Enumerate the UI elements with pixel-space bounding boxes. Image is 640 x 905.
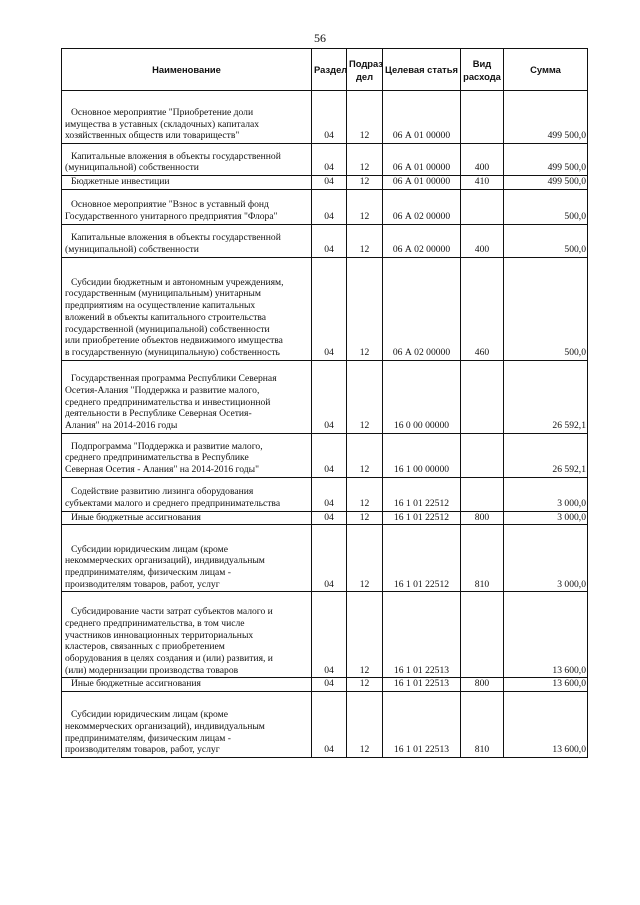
row-amount: 500,0 bbox=[504, 224, 588, 257]
row-section: 04 bbox=[312, 678, 347, 692]
row-subsection: 12 bbox=[347, 257, 383, 360]
row-section: 04 bbox=[312, 525, 347, 592]
row-expense-type bbox=[461, 477, 504, 511]
row-target: 16 1 01 22513 bbox=[383, 678, 461, 692]
row-name bbox=[62, 257, 312, 360]
row-expense-type: 810 bbox=[461, 692, 504, 758]
row-name bbox=[62, 433, 312, 477]
row-section: 04 bbox=[312, 144, 347, 176]
row-name-line: Капитальные вложения в объекты государственной bbox=[71, 150, 281, 162]
row-section: 04 bbox=[312, 433, 347, 477]
row-subsection: 12 bbox=[347, 91, 383, 144]
row-name-line: Капитальные вложения в объекты государственной bbox=[71, 232, 281, 244]
row-name-line: Основное мероприятие "Взнос в уставный фонд bbox=[71, 199, 269, 211]
row-name-line: в государственную (муниципальную) собственность bbox=[65, 347, 280, 358]
row-name-line: хозяйственных обществ или товариществ" bbox=[65, 130, 240, 142]
table-row bbox=[62, 360, 588, 433]
row-expense-type bbox=[461, 592, 504, 678]
row-name-line: (или) модернизации производства товаров bbox=[65, 664, 239, 676]
row-section: 04 bbox=[312, 189, 347, 224]
row-section: 04 bbox=[312, 692, 347, 758]
row-target: 16 1 01 22512 bbox=[383, 525, 461, 592]
table-row bbox=[62, 176, 588, 190]
row-amount: 26 592,1 bbox=[504, 360, 588, 433]
row-name-line: вложений в объекты капитального строительства bbox=[65, 311, 267, 323]
row-name-line: Субсидии бюджетным и автономным учреждениям, bbox=[71, 276, 284, 288]
row-name-line: предприятиям на осуществление капитальных bbox=[65, 300, 256, 312]
table-row bbox=[62, 678, 588, 692]
row-expense-type bbox=[461, 360, 504, 433]
row-expense-type: 800 bbox=[461, 511, 504, 525]
row-amount: 13 600,0 bbox=[504, 592, 588, 678]
row-expense-type bbox=[461, 189, 504, 224]
row-name-line: государственной (муниципальной) собственности bbox=[65, 323, 270, 335]
row-name-line: некоммерческих организаций), индивидуальным bbox=[65, 555, 265, 567]
row-target: 16 1 00 00000 bbox=[383, 433, 461, 477]
row-target: 16 1 01 22512 bbox=[383, 477, 461, 511]
table-body bbox=[62, 91, 588, 758]
row-name-line: некоммерческих организаций), индивидуальным bbox=[65, 721, 265, 732]
row-name-line: Алания" на 2014-2016 годы bbox=[65, 420, 178, 431]
table-row bbox=[62, 525, 588, 592]
row-section: 04 bbox=[312, 176, 347, 190]
row-name-line: Государственная программа Республики Северная bbox=[71, 373, 277, 385]
row-subsection: 12 bbox=[347, 176, 383, 190]
row-target: 06 А 01 00000 bbox=[383, 176, 461, 190]
row-expense-type: 460 bbox=[461, 257, 504, 360]
row-expense-type: 410 bbox=[461, 176, 504, 190]
row-target: 16 1 01 22513 bbox=[383, 592, 461, 678]
table-row bbox=[62, 257, 588, 360]
row-name bbox=[62, 144, 312, 176]
row-section: 04 bbox=[312, 91, 347, 144]
table-row bbox=[62, 144, 588, 176]
row-name-line: Иные бюджетные ассигнования bbox=[71, 678, 201, 690]
page-number: 56 bbox=[314, 31, 326, 45]
row-name-line: субъектами малого и среднего предпринимательства bbox=[65, 498, 281, 509]
row-amount: 13 600,0 bbox=[504, 678, 588, 692]
row-target: 06 А 02 00000 bbox=[383, 257, 461, 360]
header-target: Целевая статья bbox=[383, 49, 461, 91]
row-name bbox=[62, 511, 312, 525]
header-amount: Сумма bbox=[504, 49, 588, 91]
header-expense-type: Вид расхода bbox=[461, 49, 504, 91]
row-name-line: государственным (муниципальным) унитарным bbox=[65, 288, 261, 300]
row-amount: 26 592,1 bbox=[504, 433, 588, 477]
row-name-line: имущества в уставных (складочных) капиталах bbox=[65, 118, 260, 130]
row-name-line: Осетия-Алания "Поддержка и развитие малого, bbox=[65, 384, 260, 396]
row-name-line: Подпрограмма "Поддержка и развитие малого, bbox=[71, 440, 263, 452]
row-target: 06 А 01 00000 bbox=[383, 144, 461, 176]
row-subsection: 12 bbox=[347, 477, 383, 511]
row-name bbox=[62, 224, 312, 257]
row-section: 04 bbox=[312, 477, 347, 511]
row-expense-type: 800 bbox=[461, 678, 504, 692]
row-expense-type bbox=[461, 433, 504, 477]
row-name-line: Государственного унитарного предприятия "Флора" bbox=[65, 211, 278, 222]
row-name-line: предпринимателям, физическим лицам - bbox=[65, 732, 231, 744]
row-expense-type: 400 bbox=[461, 144, 504, 176]
row-name bbox=[62, 189, 312, 224]
row-expense-type: 400 bbox=[461, 224, 504, 257]
row-name-line: деятельности в Республике Северная Осетия- bbox=[65, 408, 252, 420]
row-amount: 13 600,0 bbox=[504, 692, 588, 758]
row-name bbox=[62, 360, 312, 433]
row-name-line: участников инновационных территориальных bbox=[65, 629, 254, 641]
row-name-line: или приобретение объектов недвижимого имущества bbox=[65, 335, 283, 347]
header-name: Наименование bbox=[62, 49, 312, 91]
budget-table bbox=[61, 48, 588, 758]
row-amount: 3 000,0 bbox=[504, 511, 588, 525]
header-section: Раздел bbox=[312, 49, 347, 91]
row-subsection: 12 bbox=[347, 189, 383, 224]
row-target: 06 А 01 00000 bbox=[383, 91, 461, 144]
row-name-line: производителям товаров, работ, услуг bbox=[65, 744, 220, 756]
row-name bbox=[62, 525, 312, 592]
table-row bbox=[62, 224, 588, 257]
row-subsection: 12 bbox=[347, 678, 383, 692]
row-target: 16 0 00 00000 bbox=[383, 360, 461, 433]
row-name-line: Субсидии юридическим лицам (кроме bbox=[71, 543, 228, 555]
row-name-line: (муниципальной) собственности bbox=[65, 244, 199, 255]
row-expense-type bbox=[461, 91, 504, 144]
row-name-line: оборудования в целях создания и (или) развития, и bbox=[65, 653, 273, 664]
row-amount: 500,0 bbox=[504, 257, 588, 360]
row-name-line: среднего предпринимательства, в том числе bbox=[65, 617, 245, 629]
row-name-line: (муниципальной) собственности bbox=[65, 162, 199, 174]
row-section: 04 bbox=[312, 360, 347, 433]
row-name-line: Северная Осетия - Алания" на 2014-2016 годы" bbox=[65, 464, 259, 475]
table-row bbox=[62, 511, 588, 525]
row-section: 04 bbox=[312, 257, 347, 360]
table-row bbox=[62, 477, 588, 511]
table-row bbox=[62, 91, 588, 144]
row-section: 04 bbox=[312, 224, 347, 257]
row-expense-type: 810 bbox=[461, 525, 504, 592]
row-name-line: среднего предпринимательства и инвестиционной bbox=[65, 396, 271, 408]
row-amount: 3 000,0 bbox=[504, 525, 588, 592]
row-target: 16 1 01 22512 bbox=[383, 511, 461, 525]
row-name bbox=[62, 692, 312, 758]
row-amount: 500,0 bbox=[504, 189, 588, 224]
row-name-line: предпринимателям, физическим лицам - bbox=[65, 567, 231, 578]
row-name bbox=[62, 477, 312, 511]
table-row bbox=[62, 189, 588, 224]
row-amount: 499 500,0 bbox=[504, 91, 588, 144]
row-amount: 499 500,0 bbox=[504, 144, 588, 176]
table-row bbox=[62, 433, 588, 477]
row-target: 16 1 01 22513 bbox=[383, 692, 461, 758]
table-row bbox=[62, 592, 588, 678]
row-name bbox=[62, 678, 312, 692]
row-subsection: 12 bbox=[347, 224, 383, 257]
header-subsection: Подраз дел bbox=[347, 49, 383, 91]
row-subsection: 12 bbox=[347, 360, 383, 433]
row-name bbox=[62, 176, 312, 190]
row-name-line: Субсидирование части затрат субъектов малого и bbox=[71, 606, 273, 618]
row-name-line: среднего предпринимательства в Республике bbox=[65, 452, 249, 464]
row-subsection: 12 bbox=[347, 511, 383, 525]
row-subsection: 12 bbox=[347, 692, 383, 758]
row-subsection: 12 bbox=[347, 433, 383, 477]
table-header-row bbox=[62, 49, 588, 91]
row-name-line: Бюджетные инвестиции bbox=[71, 176, 170, 187]
row-section: 04 bbox=[312, 592, 347, 678]
row-target: 06 А 02 00000 bbox=[383, 224, 461, 257]
row-name-line: производителям товаров, работ, услуг bbox=[65, 578, 220, 590]
row-name bbox=[62, 592, 312, 678]
row-name-line: Иные бюджетные ассигнования bbox=[71, 511, 201, 523]
row-amount: 3 000,0 bbox=[504, 477, 588, 511]
row-amount: 499 500,0 bbox=[504, 176, 588, 190]
row-name-line: Основное мероприятие "Приобретение доли bbox=[71, 106, 254, 118]
row-subsection: 12 bbox=[347, 144, 383, 176]
row-name-line: Субсидии юридическим лицам (кроме bbox=[71, 709, 228, 721]
row-target: 06 А 02 00000 bbox=[383, 189, 461, 224]
row-section: 04 bbox=[312, 511, 347, 525]
row-name bbox=[62, 91, 312, 144]
table-row bbox=[62, 692, 588, 758]
row-name-line: Содействие развитию лизинга оборудования bbox=[71, 486, 254, 498]
row-subsection: 12 bbox=[347, 525, 383, 592]
row-name-line: кластеров, связанных с приобретением bbox=[65, 641, 225, 653]
row-subsection: 12 bbox=[347, 592, 383, 678]
